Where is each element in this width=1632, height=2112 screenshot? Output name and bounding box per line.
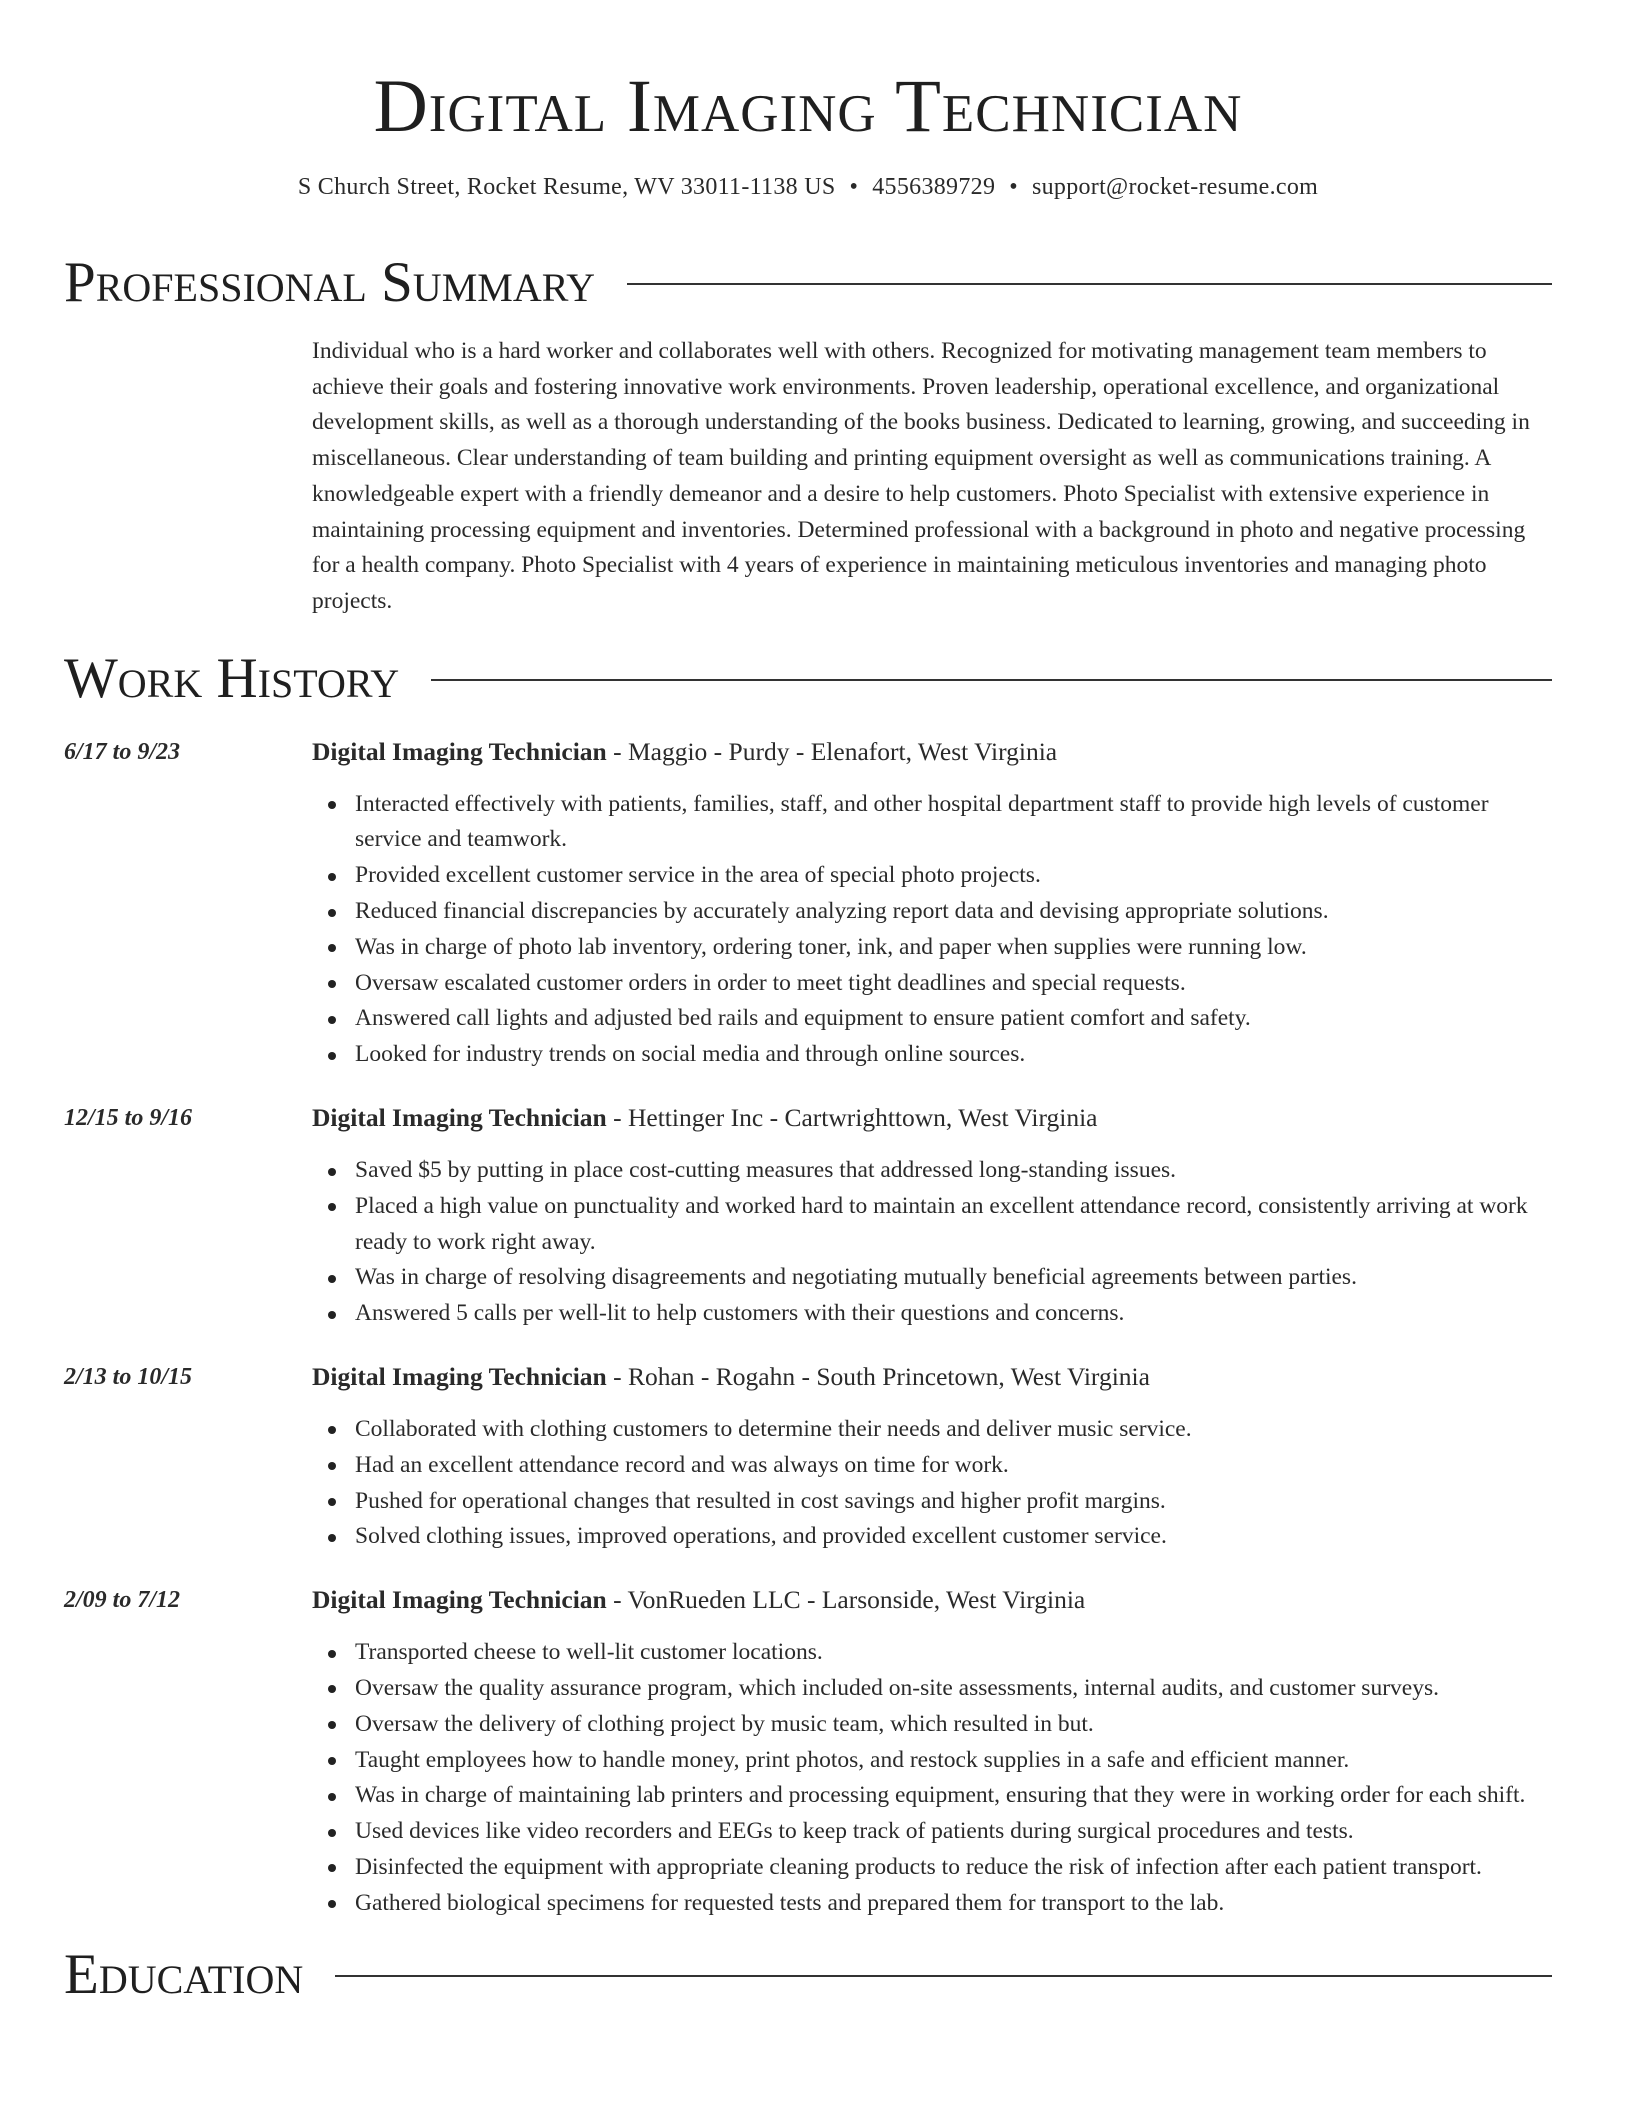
- section-divider: [335, 1975, 1552, 1977]
- contact-separator: •: [849, 174, 859, 200]
- job-title-line: [312, 1360, 1552, 1394]
- job-bullet: Gathered biological specimens for requested tests and prepared them for transport to the lab.: [355, 1886, 1552, 1922]
- contact-line: [64, 172, 1552, 202]
- job-bullet: Interacted effectively with patients, families, staff, and other hospital department staff to provide high levels of customer service and teamwork.: [355, 787, 1552, 859]
- job-bullet-list: [312, 1635, 1552, 1921]
- section-divider: [431, 679, 1552, 681]
- job-bullet: Taught employees how to handle money, print photos, and restock supplies in a safe and efficient manner.: [355, 1743, 1552, 1779]
- job-bullet: Was in charge of maintaining lab printers and processing equipment, ensuring that they were in working order for each shift.: [355, 1778, 1552, 1814]
- job-bullet: Reduced financial discrepancies by accurately analyzing report data and devising appropriate solutions.: [355, 894, 1552, 930]
- job-bullet: Was in charge of photo lab inventory, ordering toner, ink, and paper when supplies were running low.: [355, 930, 1552, 966]
- job-bullet: Answered 5 calls per well-lit to help customers with their questions and concerns.: [355, 1296, 1552, 1332]
- summary-text: Individual who is a hard worker and collaborates well with others. Recognized for motivating management team members to achieve their goals and fostering innovative work environments. Proven leadership, operational excellence, and organizational development skills, as well as a thorough understanding of the books business. Dedicated to learning, growing, and succeeding in miscellaneous. Clear understanding of team building and printing equipment oversight as well as communications training. A knowledgeable expert with a friendly demeanor and a desire to help customers. Photo Specialist with extensive experience in maintaining processing equipment and inventories. Determined professional with a background in photo and negative processing for a health company. Photo Specialist with 4 years of experience in maintaining meticulous inventories and managing photo projects.: [312, 338, 1530, 614]
- job-bullet: Saved $5 by putting in place cost-cutting measures that addressed long-standing issues.: [355, 1153, 1552, 1189]
- resume-page: [64, 0, 1552, 2008]
- job-role: Digital Imaging Technician: [312, 1585, 607, 1615]
- job-dates: 6/17 to 9/23: [64, 738, 181, 765]
- job-bullet: Disinfected the equipment with appropriate cleaning products to reduce the risk of infection after each patient transport.: [355, 1850, 1552, 1886]
- candidate-name: Digital Imaging Technician: [373, 65, 1243, 148]
- job-title-line: [312, 1101, 1552, 1135]
- job-bullet-list: [312, 1412, 1552, 1555]
- job-role: Digital Imaging Technician: [312, 1361, 607, 1391]
- job-bullet: Had an excellent attendance record and was always on time for work.: [355, 1448, 1552, 1484]
- job-body: [312, 1101, 1552, 1332]
- job-bullet: Provided excellent customer service in the area of special photo projects.: [355, 858, 1552, 894]
- contact-phone: 4556389729: [872, 174, 996, 200]
- job-title-line: [312, 735, 1552, 769]
- job-entry: [64, 1583, 1552, 1921]
- job-entry: [64, 735, 1552, 1073]
- contact-address: S Church Street, Rocket Resume, WV 33011-1138 US: [297, 174, 836, 200]
- job-bullet: Oversaw the delivery of clothing project by music team, which resulted in but.: [355, 1707, 1552, 1743]
- section-title: Professional Summary: [64, 251, 596, 314]
- job-bullet: Transported cheese to well-lit customer locations.: [355, 1635, 1552, 1671]
- job-bullet: Answered call lights and adjusted bed rails and equipment to ensure patient comfort and safety.: [355, 1001, 1552, 1037]
- job-employer-location: - Maggio - Purdy - Elenafort, West Virginia: [606, 736, 1058, 766]
- job-body: [312, 1583, 1552, 1921]
- job-bullet: Oversaw the quality assurance program, which included on-site assessments, internal audits, and customer surveys.: [355, 1671, 1552, 1707]
- job-bullet: Looked for industry trends on social media and through online sources.: [355, 1037, 1552, 1073]
- section-divider: [627, 283, 1552, 285]
- contact-separator: •: [1009, 174, 1018, 200]
- job-employer-location: - Rohan - Rogahn - South Princetown, West Virginia: [606, 1361, 1150, 1391]
- job-bullet-list: [312, 787, 1552, 1073]
- job-bullet: Pushed for operational changes that resulted in cost savings and higher profit margins.: [355, 1484, 1552, 1520]
- job-entry: [64, 1360, 1552, 1555]
- job-dates: 2/13 to 10/15: [64, 1363, 193, 1390]
- section-heading-work-history: [64, 646, 1552, 712]
- job-role: Digital Imaging Technician: [312, 736, 607, 766]
- job-dates: 12/15 to 9/16: [64, 1105, 193, 1131]
- job-bullet: Collaborated with clothing customers to determine their needs and deliver music service.: [355, 1412, 1552, 1448]
- job-body: [312, 735, 1552, 1073]
- job-title-line: [312, 1583, 1552, 1617]
- job-body: [312, 1360, 1552, 1555]
- job-role: Digital Imaging Technician: [312, 1103, 607, 1132]
- work-history-list: [64, 735, 1552, 1922]
- job-bullet: Used devices like video recorders and EEGs to keep track of patients during surgical procedures and tests.: [355, 1814, 1552, 1850]
- job-entry: [64, 1101, 1552, 1332]
- job-employer-location: - VonRueden LLC - Larsonside, West Virginia: [606, 1585, 1086, 1615]
- section-title: Education: [64, 1942, 304, 2006]
- job-bullet: Oversaw escalated customer orders in order to meet tight deadlines and special requests.: [355, 966, 1552, 1002]
- section-heading-summary: [64, 250, 1552, 316]
- job-bullet: Was in charge of resolving disagreements and negotiating mutually beneficial agreements between parties.: [355, 1260, 1552, 1296]
- contact-email: support@rocket-resume.com: [1031, 174, 1319, 200]
- job-bullet: Solved clothing issues, improved operations, and provided excellent customer service.: [355, 1519, 1552, 1555]
- section-title: Work History: [64, 646, 400, 710]
- job-dates: 2/09 to 7/12: [64, 1587, 181, 1614]
- job-employer-location: - Hettinger Inc - Cartwrighttown, West Virginia: [606, 1103, 1098, 1132]
- job-bullet-list: [312, 1153, 1552, 1332]
- job-bullet: Placed a high value on punctuality and worked hard to maintain an excellent attendance record, consistently arriving at work ready to work right away.: [355, 1189, 1552, 1261]
- section-heading-education: [64, 1942, 1552, 2008]
